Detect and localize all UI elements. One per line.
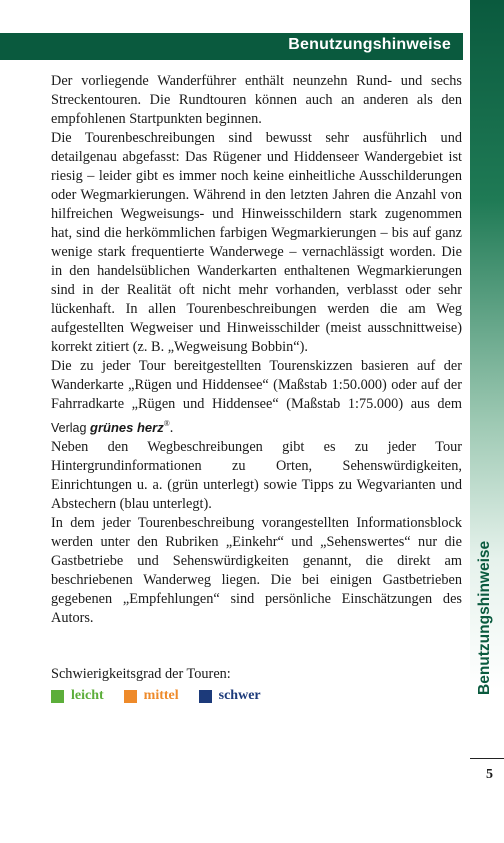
- paragraph-background-info: Neben den Wegbeschreibungen gibt es zu jeder Tour Hintergrundinformationen zu Orten, Sehenswürdigkeiten, Einrichtungen u. a. (grün unterlegt) sowie Tipps zu Wegvarianten und Abstechern (blau unterlegt).: [51, 438, 462, 512]
- paragraph-descriptions: Die Tourenbeschreibungen sind bewusst sehr ausführlich und detailgenau abgefasst: Das Rügener und Hiddenseer Wandergebiet ist riesig – leider gibt es immer noch keine einheitliche Ausschilderungen oder Wegmarkierungen. Während in den letzten Jahren die Anzahl von hilfreichen Wegweisungs- und Hinweisschildern stark zugenommen hat, sind die herkömmlichen farbigen Wegmarkierungen – bis auf ganz wenige stark frequentierte Wanderwege – vernachlässigt worden. Die in den handelsüblichen Wanderkarten enthaltenen Wegmarkierungen sind in der Realität oft nicht mehr vorhanden, verblasst oder sehr lückenhaft. In allen Tourenbeschreibungen werden die am Weg aufgestellten Wegweiser und Hinweisschilder (meist ausschnittweise) korrekt zitiert (z. B. „Wegweisung Bobbin“).: [51, 130, 462, 355]
- legend-label-hard: schwer: [218, 688, 261, 703]
- legend-label-easy: leicht: [71, 688, 104, 703]
- section-title: Benutzungshinweise: [288, 36, 451, 53]
- legend-label-medium: mittel: [143, 688, 179, 703]
- side-tab-label: Benutzungshinweise: [476, 540, 493, 695]
- legend-item-medium: [124, 688, 179, 704]
- medium-swatch-icon: [124, 690, 137, 703]
- publisher-prefix: Verlag: [51, 420, 87, 435]
- registered-mark: ®: [163, 419, 170, 428]
- legend-item-hard: [199, 688, 261, 704]
- body-text: [51, 72, 462, 628]
- publisher-brand: grünes herz: [90, 419, 164, 435]
- page-number: 5: [486, 767, 493, 782]
- paragraph-maps: [51, 357, 462, 438]
- paragraph-info-block: In dem jeder Tourenbeschreibung vorangestellten Informationsblock werden unter den Rubriken „Einkehr“ und „Sehenswertes“ nur die Gastbetriebe und Sehenswürdigkeiten genannt, die direkt am beschriebenen Wanderweg liegen. Die bei einigen Gastbetrieben gegebenen „Empfehlungen“ sind persönliche Einschätzungen des Autors.: [51, 514, 462, 626]
- paragraph-maps-text: Die zu jeder Tour bereitgestellten Tourenskizzen basieren auf der Wanderkarte „Rügen und Hiddensee“ (Maßstab 1:50.000) oder auf der Fahrradkarte „Rügen und Hiddensee“ (Maßstab 1:75.000) aus dem: [51, 358, 462, 412]
- easy-swatch-icon: [51, 690, 64, 703]
- hard-swatch-icon: [199, 690, 212, 703]
- paragraph-maps-end: .: [169, 419, 174, 436]
- page-number-divider: [470, 758, 504, 759]
- legend-item-easy: [51, 688, 104, 704]
- difficulty-legend: [51, 688, 261, 704]
- section-header: [0, 33, 463, 60]
- difficulty-title: Schwierigkeitsgrad der Touren:: [51, 666, 231, 682]
- paragraph-intro: Der vorliegende Wanderführer enthält neunzehn Rund- und sechs Streckentouren. Die Rundtouren können auch an anderen als den empfohlenen Startpunkten beginnen.: [51, 73, 462, 127]
